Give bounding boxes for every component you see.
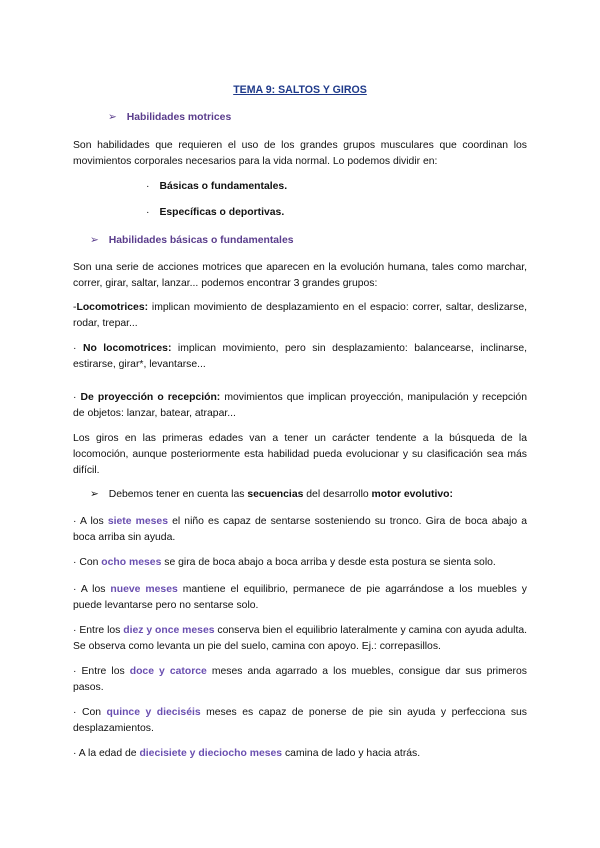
stage-prefix: · A los	[73, 584, 111, 595]
paragraph-giros: Los giros en las primeras edades van a tener un carácter tendente a la búsqueda de la locomoción, aunque posteriormente esta habilidad pueda evolucionar y su clasificación sea más difícil.	[73, 433, 527, 476]
bullet-especificas: · Específicas o deportivas.	[146, 207, 285, 218]
text-bold: secuencias	[247, 489, 304, 500]
text-bold: motor evolutivo:	[371, 489, 453, 500]
stage-ocho-meses	[73, 555, 527, 571]
stage-age: nueve meses	[110, 584, 178, 595]
stage-text: mantiene el equilibrio, permanece de pie agarrándose a los muebles y puede levantarse pero no sentarse solo.	[73, 584, 527, 611]
stage-text: se gira de boca abajo a boca arriba y desde esta postura se sienta solo.	[161, 557, 496, 568]
paragraph-basicas-intro: Son una serie de acciones motrices que aparecen en la evolución humana, tales como marchar, correr, girar, saltar, lanzar... podemos encontrar 3 grandes grupos:	[73, 262, 527, 289]
stage-age: doce y catorce	[129, 666, 207, 677]
arrow-bullet-icon: ➢	[90, 235, 99, 246]
item-prefix: ·	[73, 392, 81, 403]
stage-age: diecisiete y dieciocho meses	[139, 748, 283, 759]
item-prefix: -	[73, 302, 77, 313]
item-label: Locomotrices:	[76, 302, 149, 313]
item-text: movimientos que implican proyección, manipulación y recepción de objetos: lanzar, batear, atrapar...	[73, 392, 527, 419]
arrow-bullet-icon: ➢	[108, 112, 117, 123]
text-segment: del desarrollo	[303, 489, 372, 500]
stage-prefix: · A la edad de	[73, 748, 140, 759]
bullet-basicas: · Básicas o fundamentales.	[146, 181, 288, 192]
paragraph-habilidades-intro: Son habilidades que requieren el uso de los grandes grupos musculares que coordinan los movimientos corporales necesarios para la vida normal. Lo podemos dividir en:	[73, 140, 527, 167]
stage-prefix: · Entre los	[73, 625, 124, 636]
paragraph-no-locomotrices	[73, 341, 527, 373]
bullet-text: Específicas o deportivas.	[159, 207, 285, 218]
heading-text: Habilidades básicas o fundamentales	[108, 235, 294, 246]
stage-age: diez y once meses	[123, 625, 215, 636]
item-text: implican movimiento, pero sin desplazamiento: balancearse, inclinarse, estirarse, girar*, levantarse...	[73, 343, 527, 370]
item-label: No locomotrices:	[82, 343, 172, 354]
heading-secuencias	[90, 488, 453, 500]
stage-text: el niño es capaz de sentarse sosteniendo su tronco. Gira de boca abajo a boca arriba sin ayuda.	[73, 516, 527, 543]
stage-text: meses es capaz de ponerse de pie sin ayuda y perfecciona sus desplazamientos.	[73, 707, 527, 734]
stage-text: camina de lado y hacia atrás.	[282, 748, 421, 759]
stage-age: siete meses	[107, 516, 168, 527]
heading-habilidades-basicas	[90, 234, 294, 246]
heading-habilidades-motrices	[108, 111, 231, 123]
stage-prefix: · Entre los	[73, 666, 130, 677]
stage-text: conserva bien el equilibrio lateralmente y camina con ayuda adulta. Se observa como levanta un pie del suelo, camina con apoyo. Ej.: correpasillos.	[73, 625, 527, 652]
stage-doce-catorce	[73, 664, 527, 696]
stage-diez-once-meses	[73, 623, 527, 655]
stage-nueve-meses	[73, 582, 527, 614]
stage-prefix: · Con	[73, 707, 107, 718]
item-text: implican movimiento de desplazamiento en el espacio: correr, saltar, deslizarse, rodar, trepar...	[73, 302, 527, 329]
item-prefix: ·	[73, 343, 83, 354]
stage-prefix: · Con	[73, 557, 102, 568]
stage-age: quince y dieciséis	[106, 707, 201, 718]
stage-siete-meses	[73, 514, 527, 546]
paragraph-locomotrices	[73, 300, 527, 332]
stage-diecisiete-dieciocho	[73, 746, 527, 762]
stage-text: meses anda agarrado a los muebles, consigue dar sus primeros pasos.	[73, 666, 527, 693]
stage-quince-dieciseis	[73, 705, 527, 737]
stage-age: ocho meses	[101, 557, 162, 568]
page-title: TEMA 9: SALTOS Y GIROS	[233, 84, 367, 96]
heading-text: Habilidades motrices	[126, 112, 232, 123]
item-label: De proyección o recepción:	[80, 392, 221, 403]
text-segment: Debemos tener en cuenta las	[108, 489, 248, 500]
stage-prefix: · A los	[73, 516, 108, 527]
bullet-text: Básicas o fundamentales.	[159, 181, 288, 192]
arrow-bullet-icon: ➢	[90, 489, 99, 500]
paragraph-proyeccion	[73, 390, 527, 422]
